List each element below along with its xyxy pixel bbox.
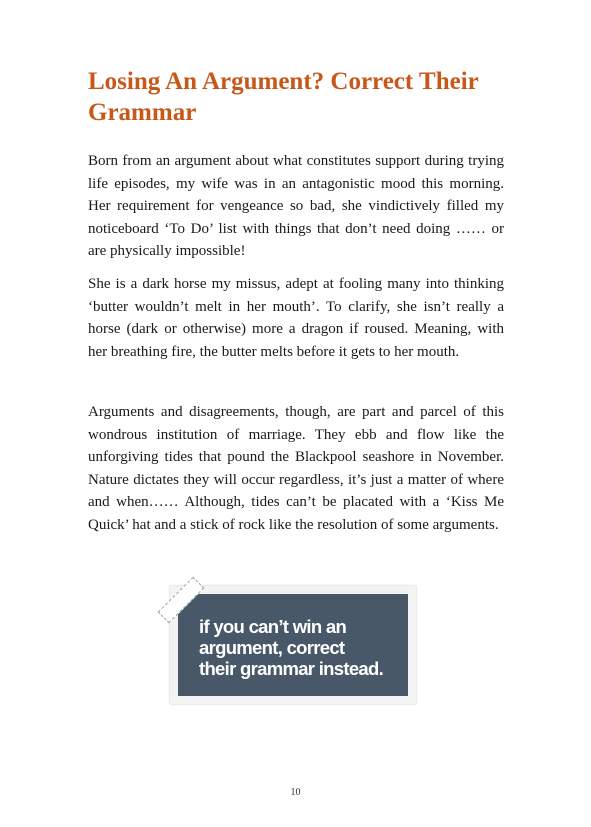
quote-line-3: their grammar instead. xyxy=(199,658,384,679)
paragraph-1: Born from an argument about what constitutes support during trying life episodes, my wife was in an antagonistic mood this morning. Her requirement for vengeance so bad, she vindictively filled my noticeboard ‘To Do’ list with things that don’t need doing …… or are physically impossible! xyxy=(88,153,504,259)
quote-poster xyxy=(178,594,408,696)
page-number: 10 xyxy=(290,787,301,798)
quote-text xyxy=(199,616,404,679)
paragraph-3: Arguments and disagreements, though, are part and parcel of this wondrous institution of marriage. They ebb and flow like the unforgiving tides that pound the Blackpool seashore in November. Nature dictates they will occur regardless, it’s just a matter of where and when…… Although, tides can’t be placated with a ‘Kiss Me Quick’ hat and a stick of rock like the resolution of some arguments. xyxy=(88,404,504,533)
paragraph-2: She is a dark horse my missus, adept at fooling many into thinking ‘butter wouldn’t melt in her mouth’. To clarify, she isn’t really a horse (dark or otherwise) more a dragon if roused. Meaning, with her breathing fire, the butter melts before it gets to her mouth. xyxy=(88,276,504,360)
article-title: Losing An Argument? Correct Their Grammar xyxy=(88,68,479,126)
quote-line-1: if you can’t win an xyxy=(199,616,347,637)
quote-image xyxy=(170,586,416,704)
quote-line-2: argument, correct xyxy=(199,637,345,658)
